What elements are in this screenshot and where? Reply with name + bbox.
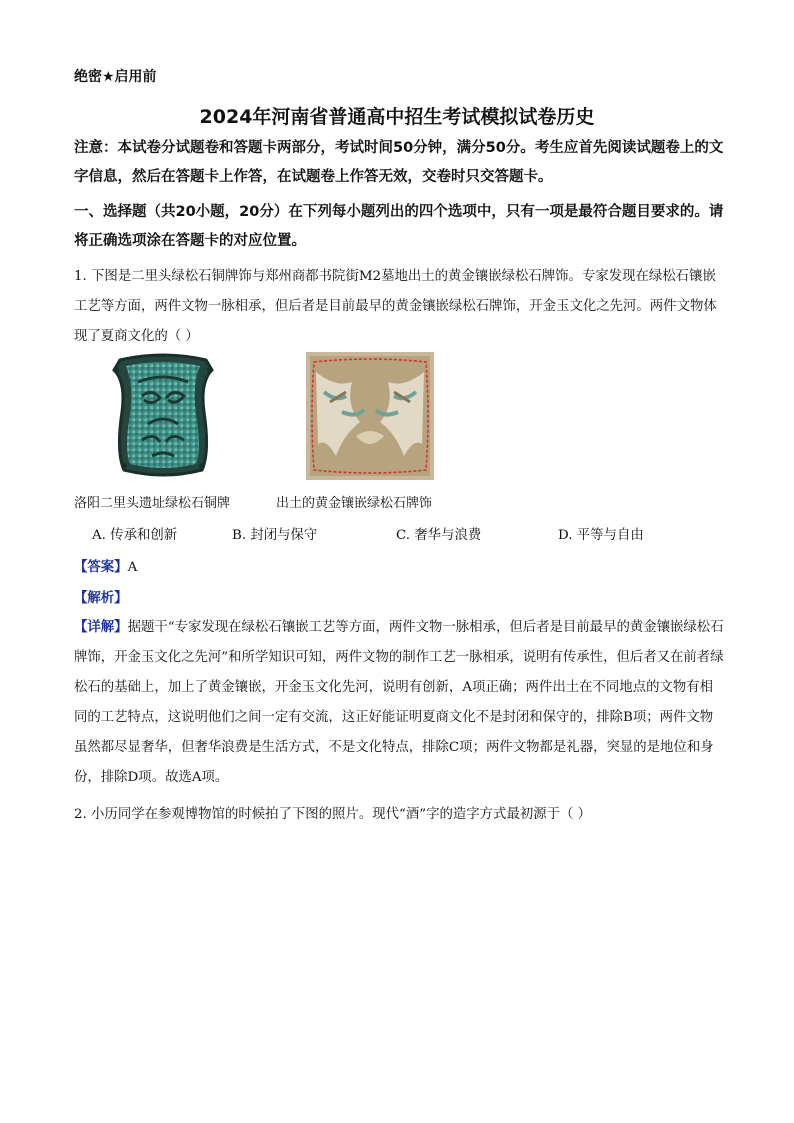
option-a: A. 传承和创新 — [92, 528, 178, 543]
option-b: B. 封闭与保守 — [232, 528, 318, 543]
question-1-figures — [74, 352, 724, 517]
option-d: D. 平等与自由 — [558, 528, 644, 543]
page-title: 2024年河南省普通高中招生考试模拟试卷历史 — [199, 106, 595, 128]
detail-paragraph — [74, 612, 724, 793]
figure-caption-left: 洛阳二里头遗址绿松石铜牌 — [74, 496, 231, 511]
gold-plaque-image — [306, 352, 434, 480]
answer-line — [74, 556, 137, 575]
analysis-label: 【解析】 — [74, 590, 128, 606]
answer-value: A — [127, 560, 138, 575]
section-heading: 一、选择题（共20小题，20分）在下列每小题列出的四个选项中，只有一项是最符合题目要求的。请将正确选项涂在答题卡的对应位置。 — [74, 204, 724, 249]
figure-caption-right: 出土的黄金镶嵌绿松石牌饰 — [276, 496, 433, 511]
exam-notice: 注意：本试卷分试题卷和答题卡两部分，考试时间50分钟，满分50分。考生应首先阅读试题卷上的文字信息，然后在答题卡上作答，在试题卷上作答无效，交卷时只交答题卡。 — [74, 140, 724, 185]
answer-label: 【答案】 — [74, 559, 128, 575]
question-1-options — [92, 520, 724, 548]
option-c: C. 奢华与浪费 — [396, 528, 482, 543]
question-2-stem: 2. 小历同学在参观博物馆的时候拍了下图的照片。现代“酒”字的造字方式最初源于（ ） — [74, 807, 592, 822]
detail-text: 据题干“专家发现在绿松石镶嵌工艺等方面，两件文物一脉相承，但后者是目前最早的黄金镶嵌绿松石牌饰，开金玉文化之先河”和所学知识可知，两件文物的制作工艺一脉相承，说明有传承性，但后者又在前者绿松石的基础上，加上了黄金镶嵌，开金玉文化先河，说明有创新，A项正确；两件出土在不同地点的文物有相同的工艺特点，这说明他们之间一定有交流，这正好能证明夏商文化不是封闭和保守的，排除B项；两件文物虽然都尽显奢华，但奢华浪费是生活方式，不是文化特点，排除C项；两件文物都是礼器，突显的是地位和身份，排除D项。故选A项。 — [74, 620, 724, 785]
detail-label: 【详解】 — [74, 619, 128, 635]
question-1-stem: 1. 下图是二里头绿松石铜牌饰与郑州商都书院街M2墓地出土的黄金镶嵌绿松石牌饰。专家发现在绿松石镶嵌工艺等方面，两件文物一脉相承，但后者是目前最早的黄金镶嵌绿松石牌饰，开金玉文化之先河。两件文物体现了夏商文化的（ ） — [74, 269, 717, 344]
confidential-label: 绝密★启用前 — [74, 69, 157, 85]
bronze-plaque-image — [108, 352, 218, 480]
